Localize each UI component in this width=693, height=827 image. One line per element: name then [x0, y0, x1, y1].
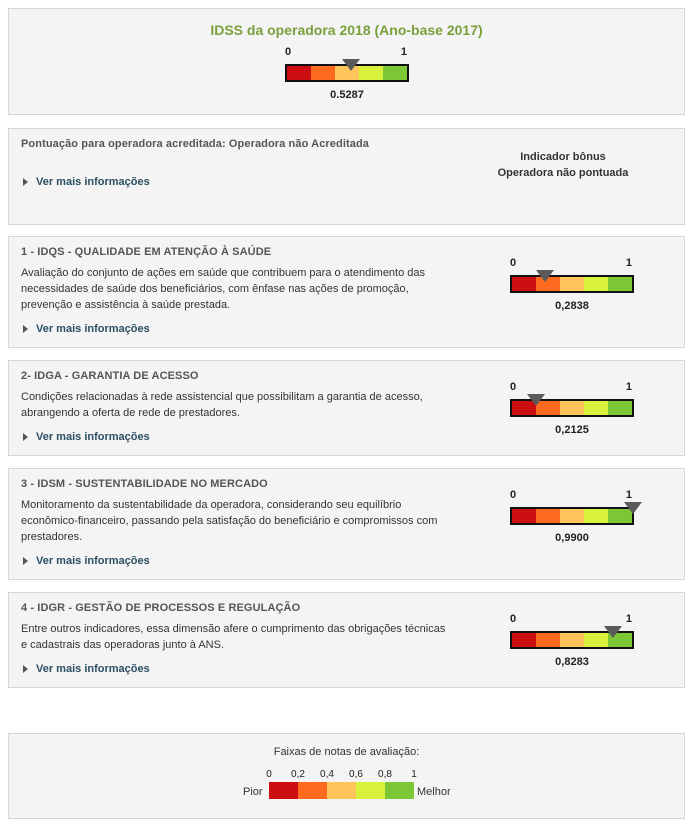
- scale-segment: [359, 66, 383, 80]
- more-info-link[interactable]: [23, 431, 150, 443]
- more-info-label: Ver mais informações: [36, 323, 150, 335]
- legend-tick: 1: [411, 769, 417, 780]
- more-info-label: Ver mais informações: [36, 176, 150, 188]
- gauge-marker-icon: [624, 502, 642, 514]
- scale-segment: [584, 277, 608, 291]
- gauge-value: 0.5287: [330, 89, 364, 101]
- legend-ticks: [267, 769, 417, 781]
- more-info-label: Ver mais informações: [36, 663, 150, 675]
- caret-right-icon: [23, 178, 28, 186]
- more-info-label: Ver mais informações: [36, 555, 150, 567]
- section-description: Monitoramento da sustentabilidade da operadora, considerando seu equilíbrio econômico-financeiro, passando pela satisfação do beneficiário e compromissos com prestadores.: [21, 499, 438, 543]
- gauge-min-label: 0: [510, 489, 517, 501]
- section-title: 2- IDGA - GARANTIA DE ACESSO: [21, 370, 199, 382]
- caret-right-icon: [23, 557, 28, 565]
- gauge-bar: [510, 507, 634, 525]
- legend-segment: [327, 782, 356, 799]
- legend-title: Faixas de notas de avaliação:: [273, 746, 420, 758]
- gauge-value: 0,2838: [555, 300, 589, 312]
- overall-panel: [8, 8, 685, 115]
- caret-right-icon: [23, 433, 28, 441]
- caret-right-icon: [23, 665, 28, 673]
- legend-bar: [269, 782, 414, 799]
- gauge-max-label: 1: [625, 381, 632, 393]
- gauge-max-label: 1: [400, 46, 407, 58]
- scale-segment: [584, 401, 608, 415]
- caret-right-icon: [23, 325, 28, 333]
- bonus-title: Indicador bônus: [520, 151, 606, 163]
- section-title: 3 - IDSM - SUSTENTABILIDADE NO MERCADO: [21, 478, 268, 490]
- legend-segment: [269, 782, 298, 799]
- section-gauge: [510, 489, 634, 549]
- gauge-value: 0,2125: [555, 424, 589, 436]
- section-description: Condições relacionadas à rede assistencial que possibilitam a garantia de acesso, abrangendo a oferta de rede de prestadores.: [21, 391, 423, 419]
- more-info-link[interactable]: [23, 663, 150, 675]
- scale-segment: [536, 633, 560, 647]
- bonus-status: Operadora não pontuada: [497, 167, 629, 179]
- bonus-indicator: [488, 149, 638, 181]
- gauge-marker-icon: [527, 394, 545, 406]
- scale-segment: [383, 66, 407, 80]
- gauge-min-label: 0: [510, 257, 517, 269]
- more-info-link[interactable]: [23, 555, 150, 567]
- more-info-link[interactable]: [23, 176, 150, 188]
- gauge-value: 0,9900: [555, 532, 589, 544]
- scale-segment: [584, 509, 608, 523]
- gauge-min-label: 0: [510, 613, 517, 625]
- scale-segment: [608, 401, 632, 415]
- gauge-marker-icon: [604, 626, 622, 638]
- section-idsm: [8, 468, 685, 580]
- more-info-label: Ver mais informações: [36, 431, 150, 443]
- more-info-link[interactable]: [23, 323, 150, 335]
- scale-segment: [287, 66, 311, 80]
- section-description: Entre outros indicadores, essa dimensão afere o cumprimento das obrigações técnicas e cadastrais das operadoras junto à ANS.: [21, 623, 446, 651]
- scale-segment: [560, 401, 584, 415]
- scale-segment: [512, 509, 536, 523]
- accreditation-panel: [8, 128, 685, 225]
- gauge-max-label: 1: [625, 613, 632, 625]
- gauge-min-label: 0: [510, 381, 517, 393]
- section-gauge: [510, 257, 634, 317]
- legend-tick: 0,2: [291, 769, 305, 780]
- scale-segment: [560, 509, 584, 523]
- legend-better-label: Melhor: [417, 786, 451, 798]
- section-title: 4 - IDGR - GESTÃO DE PROCESSOS E REGULAÇÃO: [21, 602, 301, 614]
- scale-segment: [560, 277, 584, 291]
- scale-segment: [311, 66, 335, 80]
- scale-segment: [608, 277, 632, 291]
- section-idga: [8, 360, 685, 456]
- scale-segment: [512, 633, 536, 647]
- legend-segment: [356, 782, 385, 799]
- section-idgr: [8, 592, 685, 688]
- gauge-value: 0,8283: [555, 656, 589, 668]
- scale-segment: [512, 277, 536, 291]
- scale-segment: [536, 509, 560, 523]
- legend-tick: 0,6: [349, 769, 363, 780]
- gauge-min-label: 0: [285, 46, 292, 58]
- gauge-max-label: 1: [625, 257, 632, 269]
- legend-tick: 0: [266, 769, 272, 780]
- gauge-max-label: 1: [625, 489, 632, 501]
- section-gauge: [510, 381, 634, 441]
- gauge-bar: [510, 275, 634, 293]
- legend-segment: [298, 782, 327, 799]
- overall-gauge: [285, 46, 409, 106]
- accreditation-text: Pontuação para operadora acreditada: Operadora não Acreditada: [21, 138, 370, 150]
- legend-segment: [385, 782, 414, 799]
- gauge-marker-icon: [536, 270, 554, 282]
- legend-tick: 0,4: [320, 769, 334, 780]
- legend-panel: [8, 733, 685, 819]
- legend-worse-label: Pior: [243, 786, 263, 798]
- section-idqs: [8, 236, 685, 348]
- gauge-marker-icon: [342, 59, 360, 71]
- section-title: 1 - IDQS - QUALIDADE EM ATENÇÃO À SAÚDE: [21, 246, 272, 258]
- scale-segment: [560, 633, 584, 647]
- legend-tick: 0,8: [378, 769, 392, 780]
- overall-title: IDSS da operadora 2018 (Ano-base 2017): [210, 22, 483, 38]
- section-gauge: [510, 613, 634, 673]
- section-description: Avaliação do conjunto de ações em saúde que contribuem para o atendimento das necessidades de saúde dos beneficiários, com ênfase nas ações de promoção, prevenção e assistência à saúde prestada.: [21, 267, 426, 311]
